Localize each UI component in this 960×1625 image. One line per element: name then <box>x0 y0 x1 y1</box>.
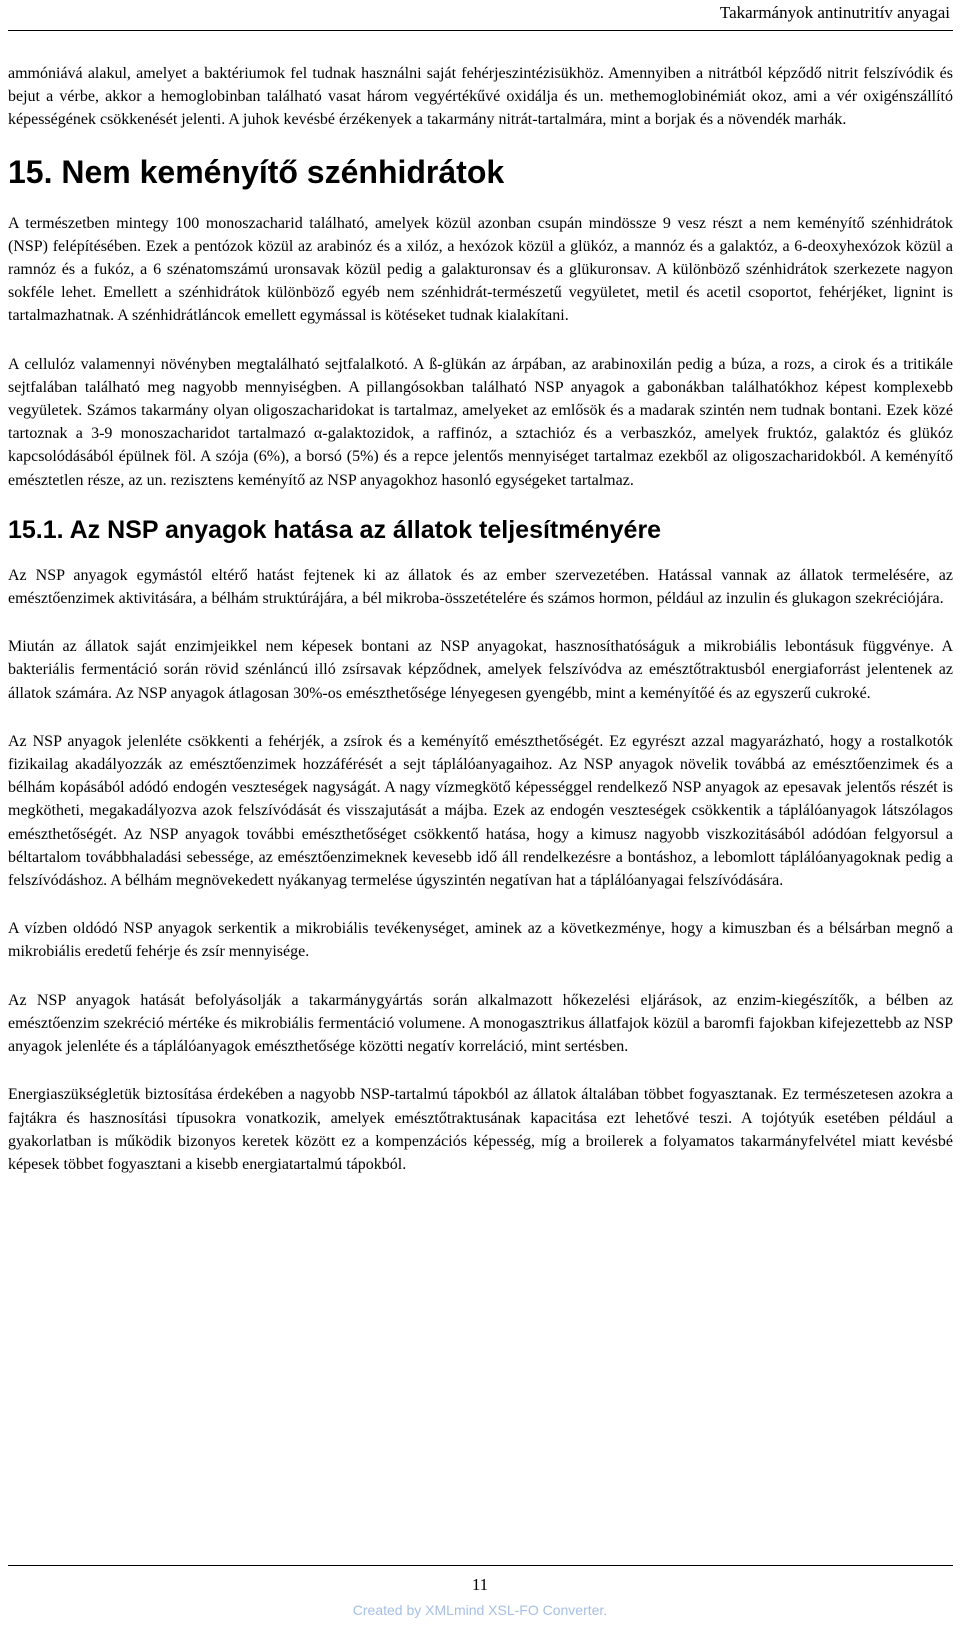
subsection-paragraph: Az NSP anyagok egymástól eltérő hatást fejtenek ki az állatok és az ember szervezetében. Hatással vannak az állatok termelésére, az emésztőenzimek aktivitására, a bélhám struktúrájára, a bél mikroba-összetételére és számos hormon, például az inzulin és glukagon szekréciójára. <box>8 566 953 608</box>
section-paragraph: A természetben mintegy 100 monoszacharid található, amelyek közül azonban csupán mindössze 9 vesz részt a nem keményítő szénhidrátok (NSP) felépítésében. Ezek a pentózok közül az arabinóz és a xilóz, a hexózok közül a glükóz, a mannóz és a galaktóz, a 6-deoxyhexózok közül a ramnóz és a fukóz, a 6 szénatomszámú uronsavak közül pedig a galakturonsav és a glükuronsav. A különböző szénhidrátok szerkezete nagyon sokféle lehet. Emellett a szénhidrátok különböző egyéb nem szénhidrát-természetű vegyületet, metil és acetil csoportot, fehérjéket, lignint is tartalmazhatnak. A szénhidrátláncok emellett egymással is kötéseket tudnak kialakítani. <box>8 214 953 325</box>
intro-paragraph: ammóniává alakul, amelyet a baktériumok fel tudnak használni saját fehérjeszintézisükhöz. Amennyiben a nitrátból képződő nitrit felszívódik és bejut a vérbe, akkor a hemoglobinban található vasat három vegyértékűvé oxidálja és un. methemoglobinémiát okoz, ami a vér oxigénszállító képességének csökkenését jelenti. A juhok kevésbé érzékenyek a takarmány nitrát-tartalmára, mint a borjak és a növendék marhák. <box>8 65 953 129</box>
footer-divider <box>8 1565 953 1566</box>
subsection-paragraph: Az NSP anyagok hatását befolyásolják a takarmánygyártás során alkalmazott hőkezelési eljárások, az enzim-kiegészítők, a bélben az emésztőenzim szekréció mértéke és mikrobiális fermentáció volumene. A monogasztrikus állatfajok közül a baromfi fajokban kifejezettebb az NSP anyagok jelenléte és a táplálóanyagok emészthetősége közötti negatív korreláció, mint sertésben. <box>8 991 953 1056</box>
subsection-paragraph: A vízben oldódó NSP anyagok serkentik a mikrobiális tevékenységet, aminek az a következménye, hogy a kimuszban és a bélsárban megnő a mikrobiális eredetű fehérje és zsír mennyisége. <box>8 920 953 961</box>
page-number: 11 <box>471 1575 489 1594</box>
page-header-title: Takarmányok antinutritív anyagai <box>719 3 950 22</box>
subsection-paragraph: Az NSP anyagok jelenléte csökkenti a fehérjék, a zsírok és a keményítő emészthetőségét. Ez egyrészt azzal magyarázható, hogy a rostalkotók fizikailag akadályozzák az emésztőenzimek hozzáférését a sejt táplálóanyagaihoz. Az NSP anyagok növelik továbbá az emésztőenzimek és a bélhám kopásából adódó endogén veszteségek nagyságát. A nagy vízmegkötő képességgel rendelkező NSP anyagok az epesavak jelentős részét is megkötheti, megakadályozva azok felszívódását és visszajutását a májba. Ezek az endogén veszteségek csökkentik a táplálóanyagok látszólagos emészthetőségét. Az NSP anyagok további emészthetőséget csökkentő hatása, hogy a kimusz nagyobb viszkozitásából adódóan felgyorsul a béltartalom továbbhaladási sebessége, az emésztőenzimeknek kevesebb idő áll rendelkezésre a bontáshoz, a lebomlott táplálóanyagoknak pedig a felszívódáshoz. A bélhám megnövekedett nyákanyag termelése úgyszintén negatívan hat a táplálóanyagai felszívódására. <box>8 732 953 890</box>
document-body <box>8 62 953 1201</box>
header-divider <box>8 30 953 31</box>
subsection-paragraph: Energiaszükségletük biztosítása érdekében a nagyobb NSP-tartalmú tápokból az állatok általában többet fogyasztanak. Ez természetesen azokra a fajtákra és hasznosítási típusokra vonatkozik, amelyek emésztőtraktusának kapacitása ezt lehetővé teszi. A tojótyúk esetében például a gyakorlatban is működik bizonyos keretek között ez a kompenzációs képesség, míg a broilerek a folyamatos takarmányfelvétel miatt kevésbé képesek többet fogyasztani a kisebb energiatartalmú tápokból. <box>8 1086 953 1173</box>
subsection-title: 15.1. Az NSP anyagok hatása az állatok teljesítményére <box>8 515 662 544</box>
subsection-paragraph: Miután az állatok saját enzimjeikkel nem képesek bontani az NSP anyagokat, hasznosíthatóságuk a mikrobiális lebontásuk függvénye. A bakteriális fermentáció során rövid szénláncú illó zsírsavak képződnek, amelyek felszívódva az emésztőtraktusból energiaforrást jelentenek az állatok számára. Az NSP anyagok átlagosan 30%-os emészthetősége lényegesen gyengébb, mint a keményítőé és az egyszerű cukroké. <box>8 638 953 702</box>
converter-credit: Created by XMLmind XSL-FO Converter. <box>352 1602 608 1618</box>
section-title: 15. Nem keményítő szénhidrátok <box>8 153 505 190</box>
section-paragraph: A cellulóz valamennyi növényben megtalálható sejtfalalkotó. A ß-glükán az árpában, az arabinoxilán pedig a búza, a rozs, a cirok és a tritikále sejtfalában található meg nagyobb mennyiségben. A pillangósokban található NSP anyagok a gabonákban találhatókhoz képest komplexebb vegyületek. Számos takarmány olyan oligoszacharidokat is tartalmaz, amelyeket az emlősök és a madarak szintén nem tudnak bontani. Ezek közé tartoznak a 3-9 monoszacharidot tartalmazó α-galaktozidok, a raffinóz, a sztachióz és a verbaszkóz, amelyek fruktóz, galaktóz és glükóz kapcsolódásából épülnek föl. A szója (6%), a borsó (5%) és a repce jelentős mennyiséget tartalmaz ezekből az oligoszacharidokból. A keményítő emésztetlen része, az un. rezisztens keményítő az NSP anyagokhoz hasonló egységeket tartalmaz. <box>8 355 953 489</box>
